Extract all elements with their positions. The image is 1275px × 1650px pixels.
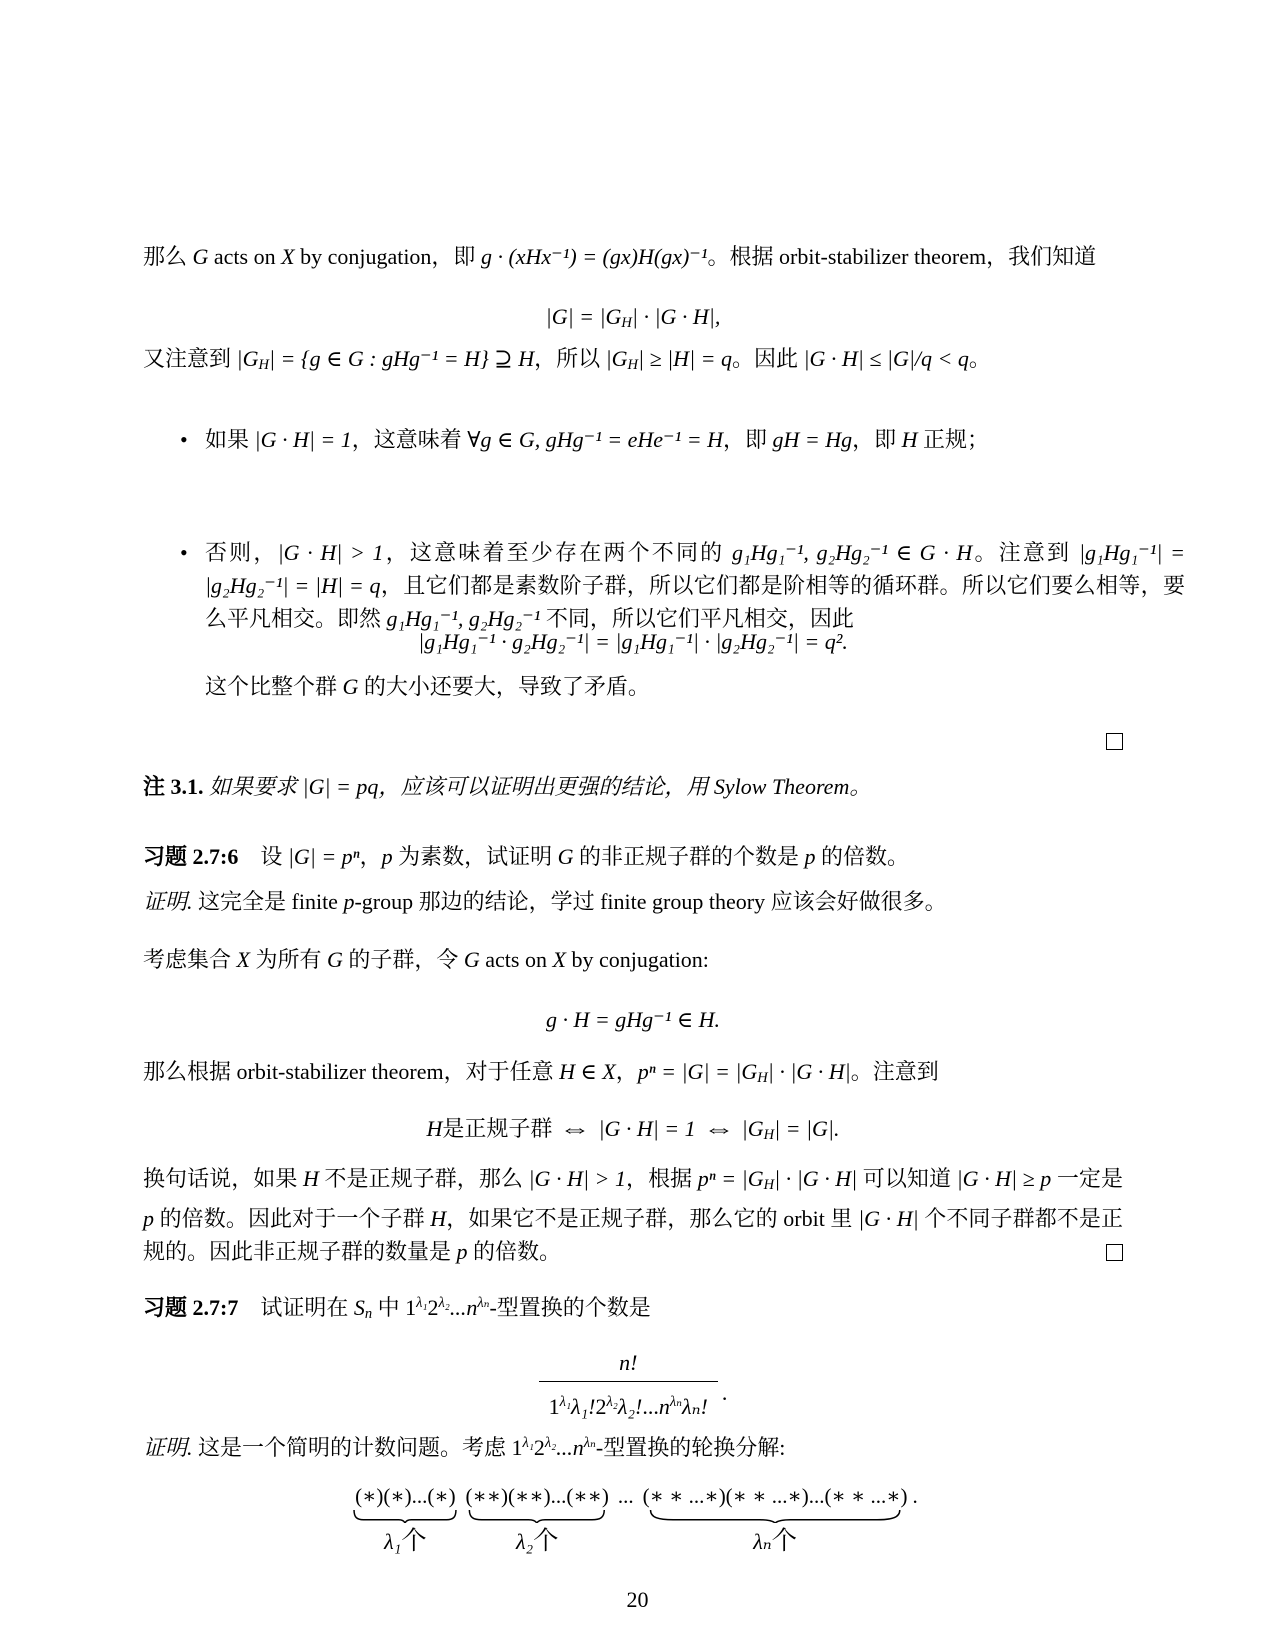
- text-run: pⁿ = |G| = |G: [637, 1059, 758, 1084]
- text-run: ，如果它不是正规子群，那么它的 orbit 里: [446, 1205, 859, 1231]
- text-run: 。根据 orbit-stabilizer theorem，我们知道: [707, 244, 1097, 269]
- text-run: |G| = pⁿ: [287, 844, 360, 869]
- text-run: λ₁: [384, 1529, 402, 1554]
- text-run: | · |G · H|,: [631, 304, 721, 329]
- text-run: 个不同子群都不是正规的。因此非正规子群的数量是: [143, 1205, 1123, 1264]
- underbrace-group-1: [351, 1482, 459, 1557]
- text-run: λ₂: [544, 1435, 557, 1451]
- text-run: ⇔: [559, 1116, 592, 1141]
- text-run: n: [466, 1294, 478, 1320]
- paragraph-in-other-words: [143, 1162, 1123, 1268]
- text-run: (∗)(∗)...(∗): [355, 1484, 456, 1508]
- text-run: -型置换的个数是: [489, 1294, 651, 1320]
- fraction-denominator: [539, 1382, 718, 1424]
- text-run: 的子群，令: [342, 947, 464, 972]
- fraction-numerator: [539, 1348, 718, 1382]
- text-run: λ₂: [606, 1394, 618, 1410]
- text-run: 2: [533, 1434, 545, 1460]
- text-run: 习题 2.7:7: [143, 1294, 239, 1320]
- text-run: 1: [548, 1393, 560, 1419]
- paragraph-text: [143, 1166, 1123, 1264]
- text-run: λₙ!: [682, 1393, 708, 1419]
- text-run: ，即: [723, 427, 773, 452]
- text-run: |G · H| ≥ p: [956, 1166, 1052, 1191]
- qed-symbol: [1106, 1244, 1123, 1261]
- text-run: gH = Hg: [772, 427, 853, 452]
- cycles-row: [355, 1482, 456, 1510]
- text-run: acts on: [208, 244, 282, 269]
- text-run: (∗∗)(∗∗)...(∗∗): [465, 1484, 609, 1508]
- text-run: ，: [359, 844, 382, 869]
- text-run: (∗ ∗ ...∗)(∗ ∗ ...∗)...(∗ ∗ ...∗): [642, 1484, 908, 1508]
- text-run: ∀g ∈ G, gHg⁻¹ = eHe⁻¹ = H: [467, 427, 723, 452]
- text-run: |G · H|: [858, 1205, 919, 1231]
- text-run: X: [281, 244, 295, 269]
- underbrace-icon: [648, 1510, 902, 1523]
- text-run: p: [381, 844, 393, 869]
- text-run: H: [763, 1176, 775, 1193]
- text-run: g₁Hg₁⁻¹, g₂Hg₂⁻¹ ∈ G · H: [732, 540, 973, 565]
- paragraph-consider-set: [143, 943, 1123, 976]
- text-run: ，: [615, 1059, 638, 1084]
- text-run: H: [757, 1069, 768, 1086]
- equation-period: .: [912, 1484, 918, 1508]
- bullet-item-normal-case: [143, 423, 1185, 456]
- text-run: λₙ: [477, 1295, 490, 1311]
- text-run: λ₁: [416, 1295, 428, 1311]
- text-run: 。注意到: [850, 1059, 939, 1084]
- text-run: p: [804, 844, 816, 869]
- text-run: |g₁Hg₁⁻¹| = |g₂Hg₂⁻¹| = |H| = q: [205, 540, 1185, 598]
- text-run: H: [302, 1166, 319, 1191]
- text-run: ，应该可以证明出更强的结论，用: [378, 774, 714, 799]
- text-run: 个: [401, 1527, 427, 1555]
- qed-symbol: [1106, 733, 1123, 750]
- paragraph-stabilizer-note: [143, 342, 1123, 382]
- text-run: λₙ: [583, 1435, 596, 1451]
- fraction: [539, 1348, 718, 1424]
- text-run: 如果: [205, 427, 255, 452]
- equation-count-formula: [143, 1348, 1123, 1424]
- underbrace-group-3: [643, 1482, 908, 1557]
- text-run: λ₁: [559, 1394, 571, 1410]
- text-run: 。注意到: [972, 540, 1079, 565]
- text-run: acts on: [479, 947, 553, 972]
- underbrace-group-2: [466, 1482, 609, 1557]
- text-run: G: [463, 947, 480, 972]
- text-run: ，这意味着: [351, 427, 468, 452]
- text-run: 的倍数。: [467, 1238, 562, 1264]
- text-run: 是正规子群: [442, 1116, 553, 1141]
- text-run: λₙ: [669, 1394, 683, 1410]
- remark-3-1: [143, 770, 1123, 803]
- text-run: 2: [595, 1393, 607, 1419]
- text-run: 这是一个简明的计数问题。考虑: [192, 1434, 512, 1460]
- text-run: 否则，: [205, 540, 278, 565]
- qed-row: [143, 726, 1123, 759]
- text-run: 可以知道: [857, 1166, 957, 1191]
- text-run: λ₂: [438, 1295, 450, 1311]
- text-run: 中: [372, 1294, 406, 1320]
- text-run: | · |G · H|: [774, 1166, 858, 1191]
- exercise-2-7-6-title: [143, 840, 1123, 873]
- text-run: |G| = pq: [302, 774, 379, 799]
- text-run: X: [552, 947, 566, 972]
- text-run: H: [901, 427, 918, 452]
- text-run: S: [353, 1294, 365, 1320]
- text-run: λ₁!: [571, 1393, 596, 1419]
- underbrace-label: [753, 1526, 797, 1557]
- cycle-decomposition: [143, 1482, 1123, 1557]
- text-run: 不是正规子群，那么: [318, 1166, 529, 1191]
- bullet-icon: •: [180, 540, 188, 565]
- text-run: H: [621, 314, 632, 331]
- text-run: 的非正规子群的个数是: [573, 844, 805, 869]
- text-run: | ≥ |H| = q: [638, 346, 732, 371]
- cycles-row: [466, 1482, 609, 1510]
- text-run: g · (xHx⁻¹) = (gx)H(gx)⁻¹: [480, 244, 708, 269]
- text-run: 证明.: [143, 889, 193, 914]
- paragraph-intro: [143, 240, 1123, 273]
- bullet-text: [205, 540, 1185, 631]
- text-run: |G| = |G: [545, 304, 622, 329]
- text-run: λ₂: [515, 1529, 534, 1554]
- text-run: | · |G · H|: [767, 1059, 851, 1084]
- text-run: |G · H| = 1: [254, 427, 352, 452]
- text-run: |G: [741, 1116, 764, 1141]
- text-run: ，这意味着至少存在两个不同的: [383, 540, 733, 565]
- text-run: H: [627, 356, 639, 373]
- bullet-icon: •: [180, 427, 188, 452]
- text-run: H: [258, 356, 269, 373]
- text-run: 设: [238, 844, 288, 869]
- equation-conjugation-action: [143, 1003, 1123, 1036]
- text-run: λₙ: [753, 1529, 772, 1554]
- text-run: 试证明在: [238, 1294, 354, 1320]
- text-run: |g₁Hg₁⁻¹ · g₂Hg₂⁻¹| = |g₁Hg₁⁻¹| · |g₂Hg₂⁻¹| = q².: [418, 629, 848, 654]
- underbrace-icon: [468, 1510, 606, 1523]
- text-run: 那么: [143, 244, 193, 269]
- text-run: λ₂!: [617, 1393, 643, 1419]
- text-run: 。: [968, 346, 991, 371]
- text-run: H: [763, 1126, 775, 1143]
- text-run: 为所有: [249, 947, 327, 972]
- text-run: H: [430, 1205, 447, 1231]
- text-run: p: [343, 889, 355, 914]
- text-run: 这个比整个群: [205, 674, 343, 699]
- paragraph-contradiction: [143, 670, 1123, 703]
- text-run: H: [426, 1116, 443, 1141]
- text-run: ...: [449, 1294, 467, 1320]
- text-run: -型置换的轮换分解:: [595, 1434, 786, 1460]
- text-run: 注 3.1.: [143, 774, 204, 799]
- text-run: p: [456, 1238, 468, 1264]
- text-run: X: [236, 947, 250, 972]
- text-run: |G: [236, 346, 259, 371]
- text-run: 1: [511, 1434, 523, 1460]
- underbrace-label: [516, 1526, 559, 1557]
- text-run: G: [192, 244, 209, 269]
- text-run: 的倍数。: [815, 844, 910, 869]
- text-run: n: [572, 1434, 584, 1460]
- paragraph-orbit-stabilizer-2: [143, 1055, 1123, 1095]
- bullet-text: [205, 427, 989, 452]
- text-run: pⁿ = |G: [697, 1166, 764, 1191]
- text-run: 不同，所以它们平凡相交，因此: [540, 606, 854, 631]
- text-run: 2: [427, 1294, 439, 1320]
- text-run: λ₁: [522, 1435, 534, 1451]
- text-run: n: [658, 1393, 670, 1419]
- text-run: |G · H| > 1: [528, 1166, 626, 1191]
- text-run: H ∈ X: [559, 1059, 616, 1084]
- text-run: |G · H| ≤ |G|/q < q: [803, 346, 969, 371]
- text-run: G: [557, 844, 574, 869]
- text-run: 。: [849, 774, 872, 799]
- underbrace-icon: [353, 1510, 457, 1523]
- text-run: 的大小还要大，导致了矛盾。: [358, 674, 650, 699]
- exercise-2-7-7-title: [143, 1287, 1123, 1331]
- text-run: 证明.: [143, 1434, 193, 1460]
- text-run: 考虑集合: [143, 947, 237, 972]
- cycles-row: [643, 1482, 908, 1510]
- text-run: G: [342, 674, 359, 699]
- page-number: 20: [626, 1587, 649, 1612]
- text-run: 习题 2.7:6: [143, 844, 239, 869]
- text-run: n: [364, 1305, 373, 1322]
- underbrace-label: [384, 1526, 427, 1557]
- text-run: |G · H| = 1: [598, 1116, 696, 1141]
- text-run: 如果要求: [203, 774, 303, 799]
- text-run: Sylow Theorem: [713, 774, 850, 799]
- text-run: ，且它们都是素数阶子群，所以它们都是阶相等的循环群。所以它们要么相等，要么平凡相交。即然: [205, 573, 1185, 631]
- text-run: g₁Hg₁⁻¹, g₂Hg₂⁻¹: [386, 606, 541, 631]
- bullet-item-otherwise-case: [143, 536, 1185, 635]
- text-run: | = {g ∈ G : gHg⁻¹ = H} ⊇ H: [268, 346, 535, 371]
- proof-2-7-7-intro: [143, 1427, 1123, 1464]
- equation-normal-iff: [143, 1112, 1123, 1152]
- text-run: p: [143, 1205, 154, 1231]
- text-run: n!: [619, 1350, 638, 1375]
- text-run: 为素数，试证明: [392, 844, 558, 869]
- text-run: |G · H| > 1: [277, 540, 384, 565]
- text-run: -group 那边的结论，学过 finite group theory 应该会好做很多。: [354, 889, 947, 914]
- text-run: 个: [533, 1527, 559, 1555]
- text-run: 的倍数。因此对于一个子群: [154, 1205, 431, 1231]
- text-run: 一定是: [1051, 1166, 1123, 1191]
- text-run: 个: [771, 1527, 797, 1555]
- text-run: 正规；: [917, 427, 990, 452]
- text-run: ...: [642, 1393, 659, 1419]
- equation-orbit-stabilizer: [143, 300, 1123, 340]
- text-run: | = |G|.: [774, 1116, 840, 1141]
- text-run: 1: [405, 1294, 417, 1320]
- text-run: ，根据: [625, 1166, 698, 1191]
- text-run: |G: [605, 346, 628, 371]
- text-run: 那么根据 orbit-stabilizer theorem，对于任意: [143, 1059, 560, 1084]
- equation-period: .: [721, 1380, 728, 1406]
- text-run: g · H = gHg⁻¹ ∈ H.: [545, 1007, 720, 1032]
- text-run: G: [326, 947, 343, 972]
- text-run: 。因此: [731, 346, 804, 371]
- text-run: ，即: [852, 427, 902, 452]
- text-run: by conjugation:: [565, 947, 709, 972]
- text-run: ⇔: [702, 1116, 735, 1141]
- proof-2-7-6-intro: [143, 885, 1123, 918]
- text-run: ...: [556, 1434, 573, 1460]
- text-run: by conjugation，即: [294, 244, 481, 269]
- equation-product-order: [143, 625, 1123, 658]
- text-run: 这完全是 finite: [192, 889, 344, 914]
- text-run: 换句话说，如果: [143, 1166, 303, 1191]
- ellipsis-separator: ...: [617, 1484, 634, 1508]
- text-run: 又注意到: [143, 346, 237, 371]
- text-run: ，所以: [534, 346, 606, 371]
